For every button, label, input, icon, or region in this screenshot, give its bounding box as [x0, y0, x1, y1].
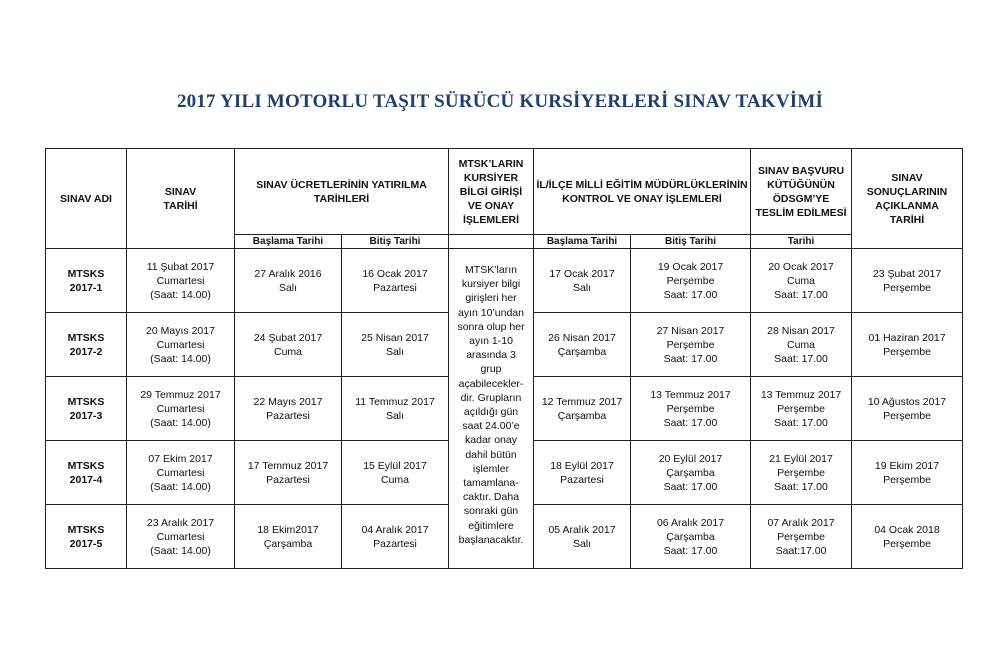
cell-line: 2017-2	[69, 345, 103, 358]
cell-line: saat 24.00’e	[462, 420, 520, 433]
cell-line: 2017-4	[69, 473, 103, 486]
cell-line: AÇIKLANMA	[875, 199, 939, 212]
exam-schedule-table	[45, 148, 963, 569]
cell-line: MTSKS	[67, 523, 105, 536]
cell-line: MTSKS	[67, 459, 105, 472]
results-date	[852, 505, 963, 569]
cell-line: Pazartesi	[560, 473, 604, 486]
cell-line: tamamlana-	[463, 477, 519, 490]
cell-line: Perşembe	[777, 466, 825, 479]
cell-line: 11 Temmuz 2017	[355, 395, 435, 408]
cell-line: 10 Ağustos 2017	[867, 395, 947, 408]
header-kutuk	[751, 149, 852, 235]
cell-line: 07 Ekim 2017	[148, 452, 213, 465]
cell-line: 24 Şubat 2017	[253, 331, 323, 344]
fee-start-date	[235, 377, 342, 441]
cell-line: 27 Nisan 2017	[656, 324, 725, 337]
cell-line: (Saat: 14.00)	[150, 416, 211, 429]
cell-line: Pazartesi	[373, 281, 417, 294]
cell-line: Saat: 17.00	[774, 480, 828, 493]
exam-name	[46, 313, 127, 377]
cell-line: 13 Temmuz 2017	[650, 388, 731, 401]
cell-line: Perşembe	[883, 473, 931, 486]
cell-line: Çarşamba	[557, 345, 607, 358]
cell-line: 04 Aralık 2017	[361, 523, 429, 536]
header-meb	[534, 149, 751, 235]
cell-line: TARİHİ	[163, 199, 198, 212]
header-row	[46, 149, 963, 235]
meb-end-date	[631, 377, 751, 441]
cell-line: Cuma	[787, 274, 816, 287]
cell-line: Pazartesi	[266, 473, 310, 486]
meb-end-date	[631, 505, 751, 569]
cell-line: 06 Aralık 2017	[656, 516, 725, 529]
exam-name	[46, 249, 127, 313]
cell-line: 11 Şubat 2017	[146, 260, 215, 273]
cell-line: eğitimlere	[468, 519, 514, 532]
exam-date	[127, 377, 235, 441]
cell-line: (Saat: 14.00)	[150, 544, 211, 557]
cell-line: KURSİYER	[463, 171, 519, 184]
exam-date	[127, 441, 235, 505]
header-sinav-tarihi	[127, 149, 235, 249]
fee-start-date	[235, 505, 342, 569]
meb-end-date	[631, 441, 751, 505]
cell-line: Saat: 17.00	[663, 288, 718, 301]
cell-line: Perşembe	[666, 402, 715, 415]
cell-line: 01 Haziran 2017	[868, 331, 946, 344]
results-date	[852, 249, 963, 313]
cell-line: Perşembe	[777, 530, 825, 543]
meb-start-date	[534, 505, 631, 569]
header-ucret	[235, 149, 449, 235]
registry-delivery-date	[751, 441, 852, 505]
cell-line: 26 Nisan 2017	[548, 331, 616, 344]
cell-line: MTSKS	[67, 395, 105, 408]
cell-line: Çarşamba	[666, 530, 715, 543]
cell-line: ayın 10’undan	[458, 306, 524, 319]
exam-date	[127, 249, 235, 313]
cell-line: VE ONAY	[467, 199, 515, 212]
cell-line: Perşembe	[883, 345, 931, 358]
cell-line: Saat: 17.00	[663, 416, 718, 429]
cell-line: Saat: 17.00	[663, 480, 718, 493]
results-date	[852, 313, 963, 377]
cell-line: ayın 1-10	[469, 335, 513, 348]
cell-line: Çarşamba	[263, 537, 313, 550]
cell-line: caktır. Daha	[463, 491, 520, 504]
cell-line: Saat: 17.00	[774, 288, 828, 301]
cell-line: Perşembe	[883, 281, 931, 294]
subheader-ucret-bitis: Bitiş Tarihi	[342, 235, 449, 249]
header-sonuc	[852, 149, 963, 249]
cell-line: Perşembe	[883, 409, 931, 422]
cell-line: 16 Ocak 2017	[362, 267, 428, 280]
cell-line: başlanacaktır.	[458, 533, 524, 546]
cell-line: 17 Ocak 2017	[549, 267, 615, 280]
subheader-meb-baslama: Başlama Tarihi	[534, 235, 631, 249]
cell-line: 20 Ocak 2017	[768, 260, 834, 273]
cell-line: TESLİM EDİLMESİ	[755, 206, 847, 219]
cell-line: Saat: 17.00	[774, 416, 828, 429]
cell-line: grup	[480, 363, 502, 376]
cell-line: BİLGİ GİRİŞİ	[459, 185, 523, 198]
cell-line: SINAV BAŞVURU	[757, 164, 845, 177]
cell-line: Saat: 17.00	[774, 352, 828, 365]
registry-delivery-date	[751, 505, 852, 569]
fee-end-date	[342, 313, 449, 377]
cell-line: açabilecekler-	[458, 377, 524, 390]
cell-line: Pazartesi	[266, 409, 310, 422]
cell-line: ÖDSGM’YE	[772, 192, 830, 205]
exam-name	[46, 505, 127, 569]
cell-line: Cuma	[273, 345, 302, 358]
meb-start-date	[534, 377, 631, 441]
results-date	[852, 441, 963, 505]
registry-delivery-date	[751, 313, 852, 377]
cell-line: Saat:17.00	[775, 544, 827, 557]
subheader-kutuk-tarih: Tarihi	[751, 235, 852, 249]
fee-end-date	[342, 377, 449, 441]
meb-start-date	[534, 441, 631, 505]
cell-line: MTSK’ların	[465, 264, 517, 276]
results-date	[852, 377, 963, 441]
meb-end-date	[631, 249, 751, 313]
cell-line: 23 Şubat 2017	[872, 267, 942, 280]
page-title: 2017 YILI MOTORLU TAŞIT SÜRÜCÜ KURSİYERLERİ SINAV TAKVİMİ	[176, 91, 824, 112]
cell-line: Cumartesi	[156, 530, 205, 543]
cell-line: SINAV	[164, 185, 197, 198]
meb-start-date	[534, 249, 631, 313]
cell-line: 2017-5	[69, 537, 103, 550]
cell-line: kadar onay	[465, 434, 517, 447]
cell-line: SINAV ÜCRETLERİNİN YATIRILMA	[256, 178, 427, 191]
registry-delivery-date	[751, 249, 852, 313]
cell-line: (Saat: 14.00)	[150, 480, 211, 493]
cell-line: sonra olup her	[457, 320, 525, 333]
cell-line: Perşembe	[777, 402, 825, 415]
fee-end-date	[342, 441, 449, 505]
cell-line: 23 Aralık 2017	[146, 516, 215, 529]
fee-start-date	[235, 249, 342, 313]
cell-line: dir. Grupların	[460, 391, 522, 404]
cell-line: Çarşamba	[666, 466, 715, 479]
cell-line: SONUÇLARININ	[866, 185, 948, 198]
cell-line: sonraki gün	[463, 505, 519, 518]
subheader-meb-bitis: Bitiş Tarihi	[631, 235, 751, 249]
cell-line: SINAV	[891, 171, 923, 184]
cell-line: 29 Temmuz 2017	[140, 388, 221, 401]
header-sinav-adi: SINAV ADI	[46, 149, 127, 249]
cell-line: 15 Eylül 2017	[363, 459, 427, 472]
exam-name	[46, 377, 127, 441]
cell-line: arasında 3	[466, 349, 516, 362]
cell-line: TARİHLERİ	[313, 192, 370, 205]
cell-line: Saat: 17.00	[663, 352, 718, 365]
cell-line: girişleri her	[465, 292, 517, 305]
cell-line: Perşembe	[666, 338, 715, 351]
subheader-ucret-baslama: Başlama Tarihi	[235, 235, 342, 249]
cell-line: 13 Temmuz 2017	[760, 388, 842, 401]
fee-end-date	[342, 505, 449, 569]
mtsk-note	[449, 249, 534, 569]
cell-line: Çarşamba	[557, 409, 607, 422]
cell-line: Saat: 17.00	[663, 544, 718, 557]
cell-line: açıldığı gün	[463, 406, 519, 419]
cell-line: Perşembe	[883, 537, 931, 550]
cell-line: 05 Aralık 2017	[548, 523, 616, 536]
cell-line: Cumartesi	[156, 466, 205, 479]
cell-line: 20 Eylül 2017	[658, 452, 723, 465]
cell-line: 12 Temmuz 2017	[541, 395, 623, 408]
cell-line: kursiyer bilgi	[461, 278, 521, 291]
subheader-mtsk-empty	[449, 235, 534, 249]
cell-line: (Saat: 14.00)	[150, 288, 211, 301]
cell-line: 2017-3	[69, 409, 103, 422]
cell-line: Cuma	[787, 338, 816, 351]
cell-line: Salı	[572, 537, 592, 550]
cell-line: MTSKS	[67, 331, 105, 344]
cell-line: 28 Nisan 2017	[767, 324, 835, 337]
cell-line: 19 Ocak 2017	[657, 260, 724, 273]
cell-line: Perşembe	[666, 274, 715, 287]
fee-start-date	[235, 313, 342, 377]
cell-line: 07 Aralık 2017	[767, 516, 835, 529]
cell-line: 27 Aralık 2016	[254, 267, 322, 280]
cell-line: Pazartesi	[373, 537, 417, 550]
cell-line: 18 Ekim2017	[257, 523, 319, 536]
cell-line: 17 Temmuz 2017	[247, 459, 329, 472]
cell-line: Salı	[385, 409, 405, 422]
cell-line: İL/İLÇE MİLLİ EĞİTİM MÜDÜRLÜKLERİNİN	[536, 178, 748, 191]
cell-line: 21 Eylül 2017	[769, 452, 833, 465]
cell-line: işlemler	[472, 462, 510, 475]
cell-line: Cumartesi	[156, 338, 205, 351]
cell-line: MTSK’LARIN	[458, 157, 524, 170]
header-mtsk	[449, 149, 534, 235]
cell-line: TARİHİ	[889, 213, 925, 226]
cell-line: (Saat: 14.00)	[150, 352, 211, 365]
cell-line: dahil bütün	[465, 448, 517, 461]
cell-line: 18 Eylül 2017	[550, 459, 614, 472]
cell-line: 22 Mayıs 2017	[253, 395, 323, 408]
cell-line: KONTROL VE ONAY İŞLEMLERİ	[562, 192, 722, 205]
cell-line: MTSKS	[67, 267, 105, 280]
cell-line: Salı	[278, 281, 298, 294]
cell-line: Cumartesi	[156, 274, 205, 287]
table-row	[46, 249, 963, 313]
cell-line: Cuma	[381, 473, 410, 486]
cell-line: 25 Nisan 2017	[361, 331, 429, 344]
exam-date	[127, 313, 235, 377]
exam-date	[127, 505, 235, 569]
cell-line: 20 Mayıs 2017	[146, 324, 215, 337]
cell-line: 04 Ocak 2018	[874, 523, 940, 536]
meb-start-date	[534, 313, 631, 377]
meb-end-date	[631, 313, 751, 377]
fee-end-date	[342, 249, 449, 313]
cell-line: İŞLEMLERİ	[463, 213, 520, 226]
exam-name	[46, 441, 127, 505]
cell-line: KÜTÜĞÜNÜN	[767, 178, 835, 191]
registry-delivery-date	[751, 377, 852, 441]
cell-line: 19 Ekim 2017	[874, 459, 940, 472]
cell-line: 2017-1	[69, 281, 103, 294]
fee-start-date	[235, 441, 342, 505]
cell-line: Salı	[572, 281, 592, 294]
cell-line: Cumartesi	[156, 402, 205, 415]
cell-line: Salı	[385, 345, 405, 358]
